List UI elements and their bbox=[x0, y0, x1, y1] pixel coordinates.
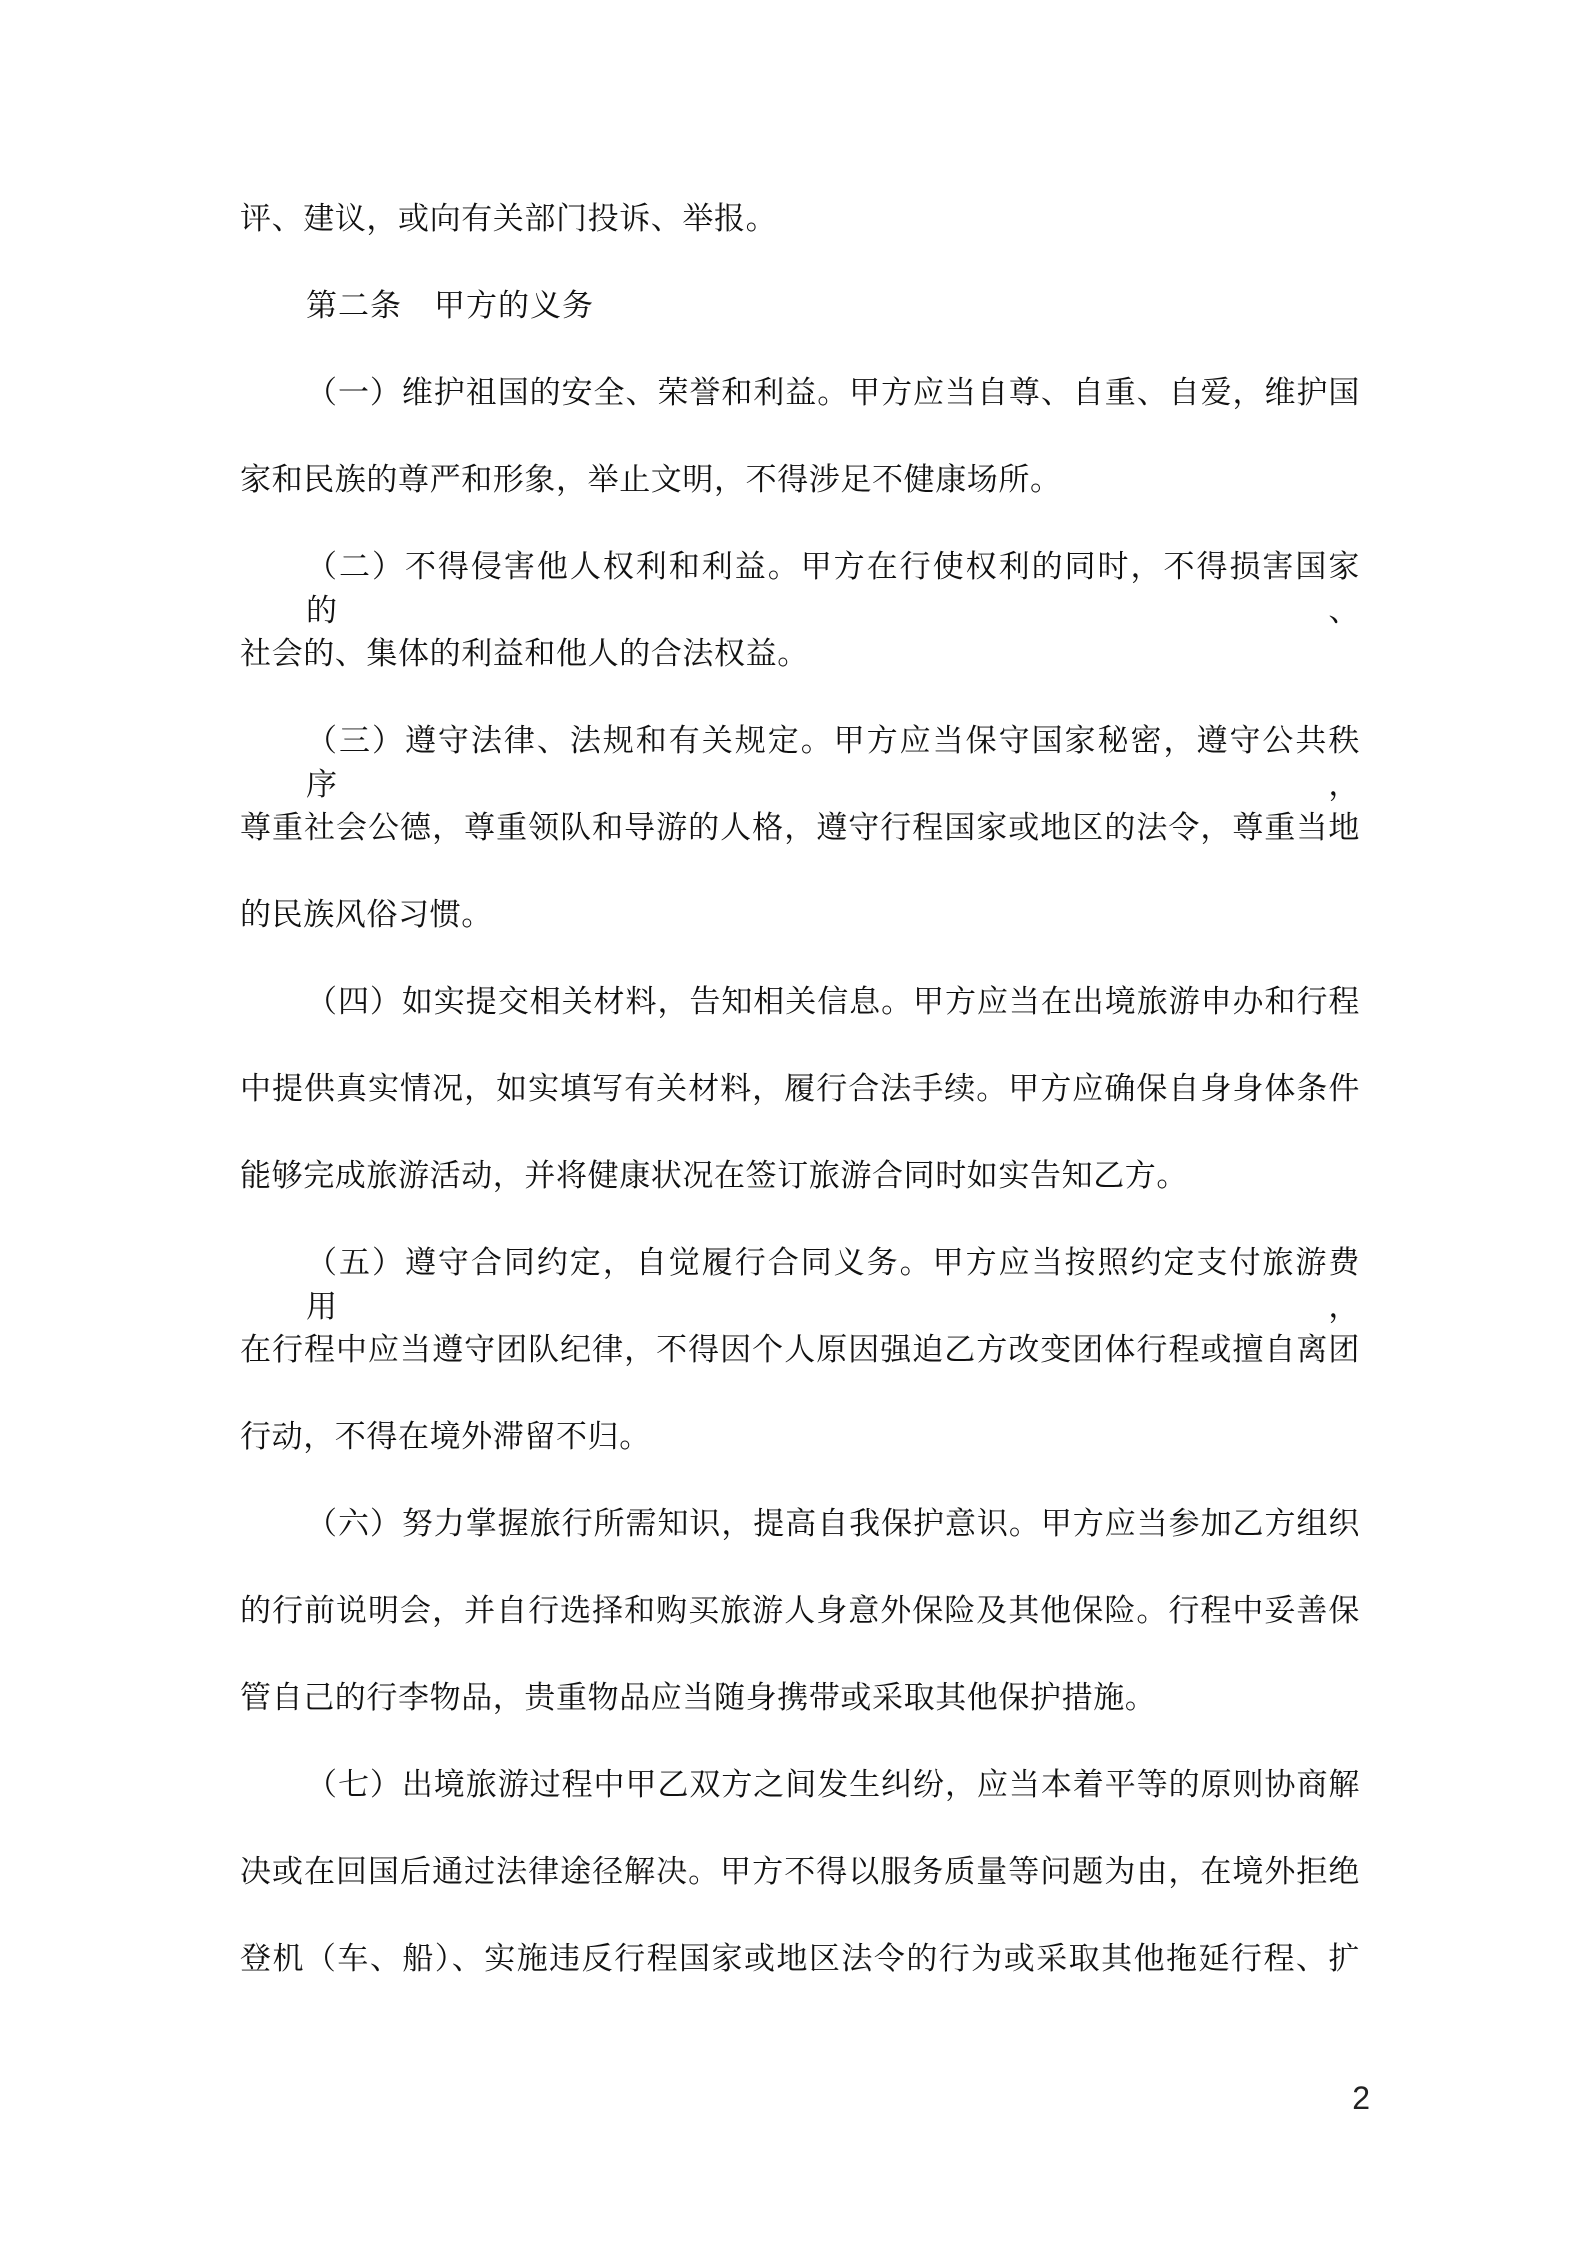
text-line: 评、建议，或向有关部门投诉、举报。 bbox=[240, 201, 778, 237]
paragraph-line: 行动，不得在境外滞留不归。 bbox=[240, 1419, 651, 1455]
paragraph-line: 能够完成旅游活动，并将健康状况在签订旅游合同时如实告知乙方。 bbox=[240, 1158, 1188, 1194]
paragraph-line: 登机（车、船）、实施违反行程国家或地区法令的行为或采取其他拖延行程、扩 bbox=[240, 1941, 1360, 1977]
paragraph-line: （三）遵守法律、法规和有关规定。甲方应当保守国家秘密，遵守公共秩序， bbox=[306, 723, 1360, 803]
paragraph-line: （五）遵守合同约定，自觉履行合同义务。甲方应当按照约定支付旅游费用， bbox=[306, 1245, 1360, 1325]
page-number: 2 bbox=[1352, 2080, 1370, 2116]
paragraph-line: （二）不得侵害他人权利和利益。甲方在行使权利的同时，不得损害国家的、 bbox=[306, 549, 1360, 629]
paragraph-line: 的民族风俗习惯。 bbox=[240, 897, 493, 933]
paragraph-line: 管自己的行李物品，贵重物品应当随身携带或采取其他保护措施。 bbox=[240, 1680, 1157, 1716]
paragraph-line: （一）维护祖国的安全、荣誉和利益。甲方应当自尊、自重、自爱，维护国 bbox=[306, 375, 1360, 411]
paragraph-line: 决或在回国后通过法律途径解决。甲方不得以服务质量等问题为由，在境外拒绝 bbox=[240, 1854, 1360, 1890]
paragraph-line: 家和民族的尊严和形象，举止文明，不得涉足不健康场所。 bbox=[240, 462, 1062, 498]
paragraph-line: （七）出境旅游过程中甲乙双方之间发生纠纷，应当本着平等的原则协商解 bbox=[306, 1767, 1360, 1803]
paragraph-line: 中提供真实情况，如实填写有关材料，履行合法手续。甲方应确保自身身体条件 bbox=[240, 1071, 1360, 1107]
paragraph-line: 的行前说明会，并自行选择和购买旅游人身意外保险及其他保险。行程中妥善保 bbox=[240, 1593, 1360, 1629]
paragraph-line: （六）努力掌握旅行所需知识，提高自我保护意识。甲方应当参加乙方组织 bbox=[306, 1506, 1360, 1542]
paragraph-line: （四）如实提交相关材料，告知相关信息。甲方应当在出境旅游申办和行程 bbox=[306, 984, 1360, 1020]
paragraph-line: 社会的、集体的利益和他人的合法权益。 bbox=[240, 636, 809, 672]
paragraph-line: 尊重社会公德，尊重领队和导游的人格，遵守行程国家或地区的法令，尊重当地 bbox=[240, 810, 1360, 846]
paragraph-line: 在行程中应当遵守团队纪律，不得因个人原因强迫乙方改变团体行程或擅自离团 bbox=[240, 1332, 1360, 1368]
section-heading: 第二条 甲方的义务 bbox=[306, 288, 594, 324]
